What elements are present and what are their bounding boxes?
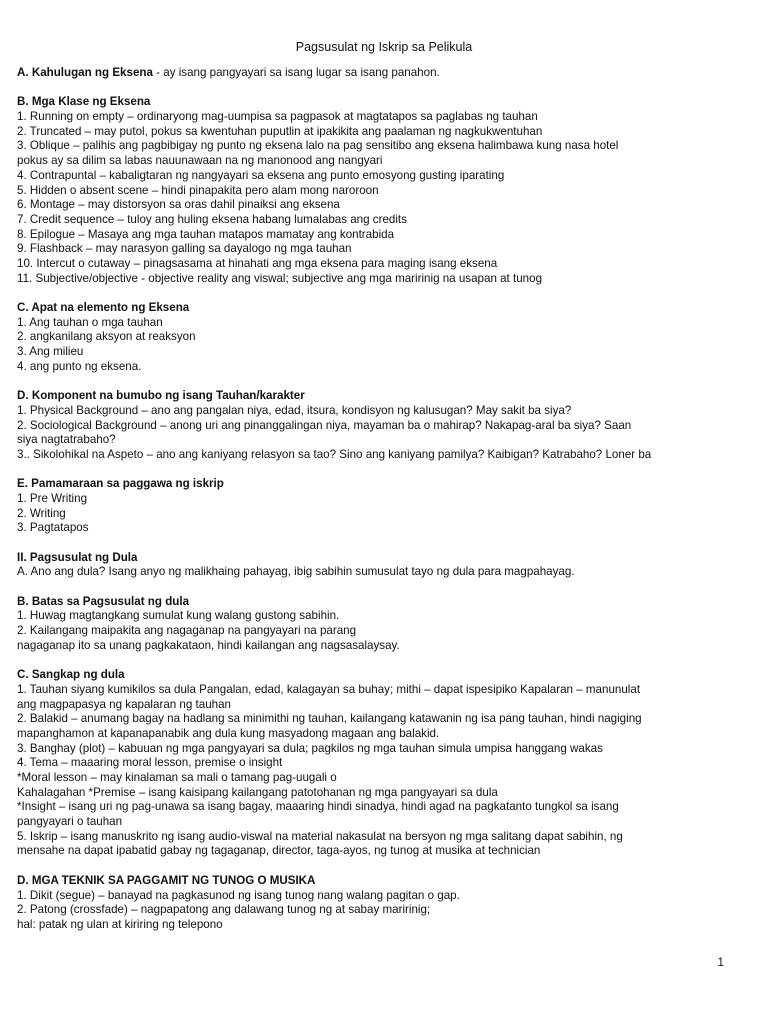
line-text: 2. Sociological Background – anong uri ang pinanggalingan niya, mayaman ba o mahirap? Nakapag-aral ba siya? Saan <box>17 418 632 432</box>
line-text: 11. Subjective/objective - objective reality ang viswal; subjective ang mga maririnig na usapan at tunog <box>17 271 543 285</box>
line-text: 4. ang punto ng eksena. <box>17 359 142 373</box>
line-text: A. Ano ang dula? Isang anyo ng malikhaing pahayag, ibig sabihin sumusulat tayo ng dula para magpahayag. <box>17 565 575 579</box>
text-line <box>17 125 752 140</box>
text-line <box>17 184 752 199</box>
text-line <box>17 918 752 933</box>
section-3 <box>17 389 752 462</box>
text-line <box>17 756 752 771</box>
line-text: *Moral lesson – may kinalaman sa mali o tamang pag-uugali o <box>17 771 337 784</box>
section-heading: C. Sangkap ng dula <box>17 668 125 682</box>
section-5 <box>17 551 752 580</box>
line-text: 3. Banghay (plot) – kabuuan ng mga pangyayari sa dula; pagkilos ng mga tauhan simula umpisa hanggang wakas <box>17 741 603 755</box>
line-text: pokus ay sa dilim sa labas nauunawaan na ng manonood ang nangyari <box>17 154 383 168</box>
text-line <box>17 492 752 507</box>
text-line <box>17 507 752 522</box>
text-line <box>17 830 752 845</box>
section-2 <box>17 301 752 374</box>
line-text: *Insight – isang uri ng pag-unawa sa isang bagay, maaaring hindi sinadya, hindi agad na pagkatanto tungkol sa isang <box>17 800 619 814</box>
line-text: 10. Intercut o cutaway – pinagsasama at hinahati ang mga eksena para maging isang eksena <box>17 256 498 270</box>
text-line <box>17 433 752 448</box>
text-line <box>17 639 752 654</box>
section-4 <box>17 477 752 536</box>
text-line <box>17 889 752 904</box>
line-text: 2. Patong (crossfade) – nagpapatong ang dalawang tunog ng at sabay maririnig; <box>17 903 431 917</box>
text-line <box>17 66 752 81</box>
text-line <box>17 771 752 786</box>
text-line <box>17 565 752 580</box>
text-line <box>17 404 752 419</box>
text-line <box>17 683 752 698</box>
line-text: siya nagtatrabaho? <box>17 433 116 447</box>
text-line <box>17 521 752 536</box>
text-line <box>17 198 752 213</box>
section-7 <box>17 668 752 859</box>
text-line <box>17 815 752 830</box>
text-line <box>17 727 752 742</box>
line-text: 5. Hidden o absent scene – hindi pinapakita pero alam mong naroroon <box>17 183 379 197</box>
line-text: mapanghamon at kapanapanabik ang dula kung masyadong magaan ang balakid. <box>17 726 440 740</box>
text-line <box>17 786 752 801</box>
text-line <box>17 698 752 713</box>
line-text: 5. Iskrip – isang manuskrito ng isang audio-viswal na material nakasulat na bersyon ng mga salitang dapat sabihin, ng <box>17 829 623 843</box>
line-text: 1. Pre Writing <box>17 491 88 505</box>
section-heading: D. Komponent na bumubo ng isang Tauhan/karakter <box>17 389 305 403</box>
text-line <box>17 800 752 815</box>
line-text: 1. Ang tauhan o mga tauhan <box>17 315 163 329</box>
text-line <box>17 345 752 360</box>
line-text: hal: patak ng ulan at kiriring ng telepono <box>17 917 223 931</box>
line-text: ang magpapasya ng kapalaran ng tauhan <box>17 697 232 711</box>
text-line <box>17 712 752 727</box>
line-text: 3. Ang milieu <box>17 345 84 359</box>
line-text: 1. Huwag magtangkang sumulat kung walang gustong sabihin. <box>17 609 340 623</box>
page-number: 1 <box>717 956 724 969</box>
text-line <box>17 360 752 375</box>
section-heading: II. Pagsusulat ng Dula <box>17 550 138 564</box>
document-title: Pagsusulat ng Iskrip sa Pelikula <box>295 40 473 54</box>
text-line <box>17 742 752 757</box>
line-text: 2. Writing <box>17 506 66 520</box>
section-1 <box>17 95 752 286</box>
line-text: pangyayari o tauhan <box>17 815 123 829</box>
text-line <box>17 609 752 624</box>
text-line <box>17 316 752 331</box>
line-text: 6. Montage – may distorsyon sa oras dahil pinaiksi ang eksena <box>17 198 340 212</box>
line-text: 9. Flashback – may narasyon galling sa dayalogo ng mga tauhan <box>17 242 352 256</box>
text-line <box>17 624 752 639</box>
line-text: 8. Epilogue – Masaya ang mga tauhan matapos mamatay ang kontrabida <box>17 227 395 241</box>
section-0 <box>17 66 752 81</box>
line-text: Kahalagahan *Premise – isang kaisipang kailangang patotohanan ng mga pangyayari sa dula <box>17 785 498 799</box>
text-line <box>17 110 752 125</box>
text-line <box>17 272 752 287</box>
line-text: 4. Contrapuntal – kabaligtaran ng nangyayari sa eksena ang punto emosyong gusting iparating <box>17 168 505 182</box>
line-text: 1. Physical Background – ano ang pangalan niya, edad, itsura, kondisyon ng kalusugan? May sakit ba siya? <box>17 403 572 417</box>
section-heading: E. Pamamaraan sa paggawa ng iskrip <box>17 477 224 491</box>
line-text: 4. Tema – maaaring moral lesson, premise o insight <box>17 756 283 770</box>
line-text: 3.. Sikolohikal na Aspeto – ano ang kaniyang relasyon sa tao? Sino ang kaniyang pamilya? Kaibigan? Katrabaho? Loner ba <box>17 447 652 461</box>
text-line <box>17 242 752 257</box>
line-text: 2. angkanilang aksyon at reaksyon <box>17 330 196 344</box>
line-text: 1. Dikit (segue) – banayad na pagkasunod ng isang tunog nang walang pagitan o gap. <box>17 888 460 902</box>
text-line <box>17 169 752 184</box>
section-6 <box>17 595 752 654</box>
line-text: 1. Tauhan siyang kumikilos sa dula Pangalan, edad, kalagayan sa buhay; mithi – dapat ispesipiko Kapalaran – manunulat <box>17 682 641 696</box>
text-line <box>17 448 752 463</box>
document-body <box>17 66 752 947</box>
text-line <box>17 844 752 859</box>
line-text: - ay isang pangyayari sa isang lugar sa isang panahon. <box>152 66 440 79</box>
line-text: 1. Running on empty – ordinaryong mag-uumpisa sa pagpasok at magtatapos sa paglabas ng tauhan <box>17 110 538 124</box>
text-line <box>17 330 752 345</box>
inline-bold-term: A. Kahulugan ng Eksena <box>17 66 153 79</box>
text-line <box>17 154 752 169</box>
section-heading: B. Mga Klase ng Eksena <box>17 95 151 109</box>
line-text: mensahe na dapat ipabatid gabay ng tagaganap, director, taga-ayos, ng tunog at musika at technician <box>17 844 541 858</box>
line-text: nagaganap ito sa unang pagkakataon, hindi kailangan ang nagsasalaysay. <box>17 638 400 652</box>
line-text: 2. Truncated – may putol, pokus sa kwentuhan puputlin at ipakikita ang paalaman ng nagkukwentuhan <box>17 124 543 138</box>
line-text: 3. Pagtatapos <box>17 521 89 535</box>
text-line <box>17 213 752 228</box>
section-8 <box>17 874 752 933</box>
section-heading: C. Apat na elemento ng Eksena <box>17 301 190 314</box>
line-text: 2. Balakid – anumang bagay na hadlang sa minimithi ng tauhan, kailangang katawanin ng isa pang tauhan, hindi nagiging <box>17 712 642 726</box>
line-text: 3. Oblique – palihis ang pagbibigay ng punto ng eksena lalo na pag sensitibo ang eksena halimbawa kung nasa hotel <box>17 139 619 153</box>
text-line <box>17 903 752 918</box>
text-line <box>17 139 752 154</box>
line-text: 7. Credit sequence – tuloy ang huling eksena habang lumalabas ang credits <box>17 212 407 226</box>
line-text: 2. Kailangang maipakita ang nagaganap na pangyayari na parang <box>17 624 357 638</box>
text-line <box>17 228 752 243</box>
text-line <box>17 257 752 272</box>
section-heading: B. Batas sa Pagsusulat ng dula <box>17 594 190 608</box>
text-line <box>17 419 752 434</box>
section-heading: D. MGA TEKNIK SA PAGGAMIT NG TUNOG O MUSIKA <box>17 873 316 887</box>
